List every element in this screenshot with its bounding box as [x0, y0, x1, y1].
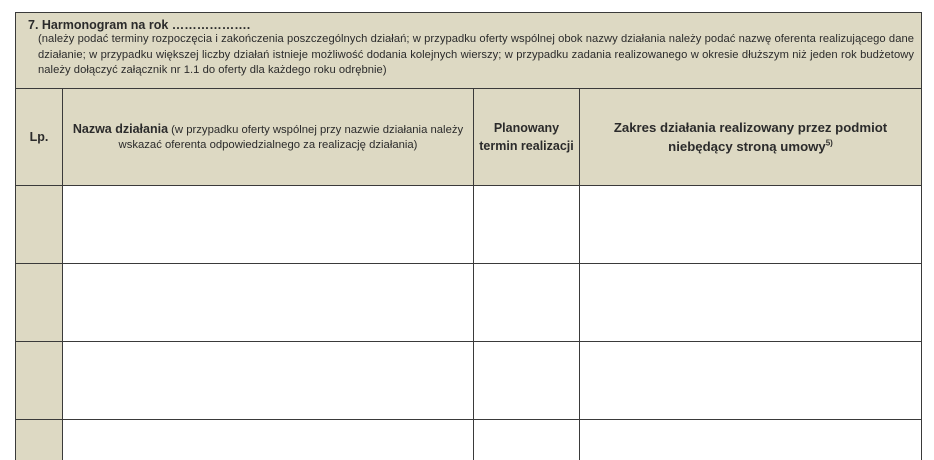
column-header-term	[474, 89, 580, 186]
column-header-lp-label: Lp.	[30, 130, 49, 144]
table-row	[16, 186, 922, 264]
lp-cell[interactable]	[16, 186, 63, 264]
section-instructions: (należy podać terminy rozpoczęcia i zakończenia poszczególnych działań; w przypadku oferty wspólnej obok nazwy działania należy podać nazwę oferenta realizującego dane działanie; w przypadku większej liczby działań istnieje możliwość dodania kolejnych wierszy; w przypadku zadania realizowanego w okresie dłuższym niż jeden rok budżetowy należy dołączyć załącznik nr 1.1 do oferty dla każdego roku odrębnie)	[16, 32, 921, 79]
footnote-marker: 5)	[826, 139, 833, 148]
scope-cell[interactable]	[580, 264, 922, 342]
name-cell[interactable]	[63, 186, 474, 264]
table-row	[16, 342, 922, 420]
term-cell[interactable]	[474, 264, 580, 342]
column-header-lp	[16, 89, 63, 186]
column-header-term-label: Planowany termin realizacji	[479, 121, 574, 153]
lp-cell[interactable]	[16, 420, 63, 460]
schedule-table	[15, 12, 922, 460]
column-header-name-note: (w przypadku oferty wspólnej przy nazwie działania należy wskazać oferenta odpowiedzialnego za realizację działania)	[119, 124, 464, 151]
column-header-name-label: Nazwa działania	[73, 122, 168, 136]
lp-cell[interactable]	[16, 342, 63, 420]
scope-cell[interactable]	[580, 342, 922, 420]
name-cell[interactable]	[63, 342, 474, 420]
name-cell[interactable]	[63, 420, 474, 460]
table-row	[16, 264, 922, 342]
section-title: 7. Harmonogram na rok ……………….	[16, 13, 921, 32]
section-header	[16, 13, 922, 89]
column-header-name	[63, 89, 474, 186]
scope-cell[interactable]	[580, 186, 922, 264]
term-cell[interactable]	[474, 342, 580, 420]
name-cell[interactable]	[63, 264, 474, 342]
term-cell[interactable]	[474, 186, 580, 264]
term-cell[interactable]	[474, 420, 580, 460]
column-header-scope	[580, 89, 922, 186]
column-header-scope-label: Zakres działania realizowany przez podmiot niebędący stroną umowy	[614, 120, 887, 154]
lp-cell[interactable]	[16, 264, 63, 342]
table-row	[16, 420, 922, 460]
scope-cell[interactable]	[580, 420, 922, 460]
